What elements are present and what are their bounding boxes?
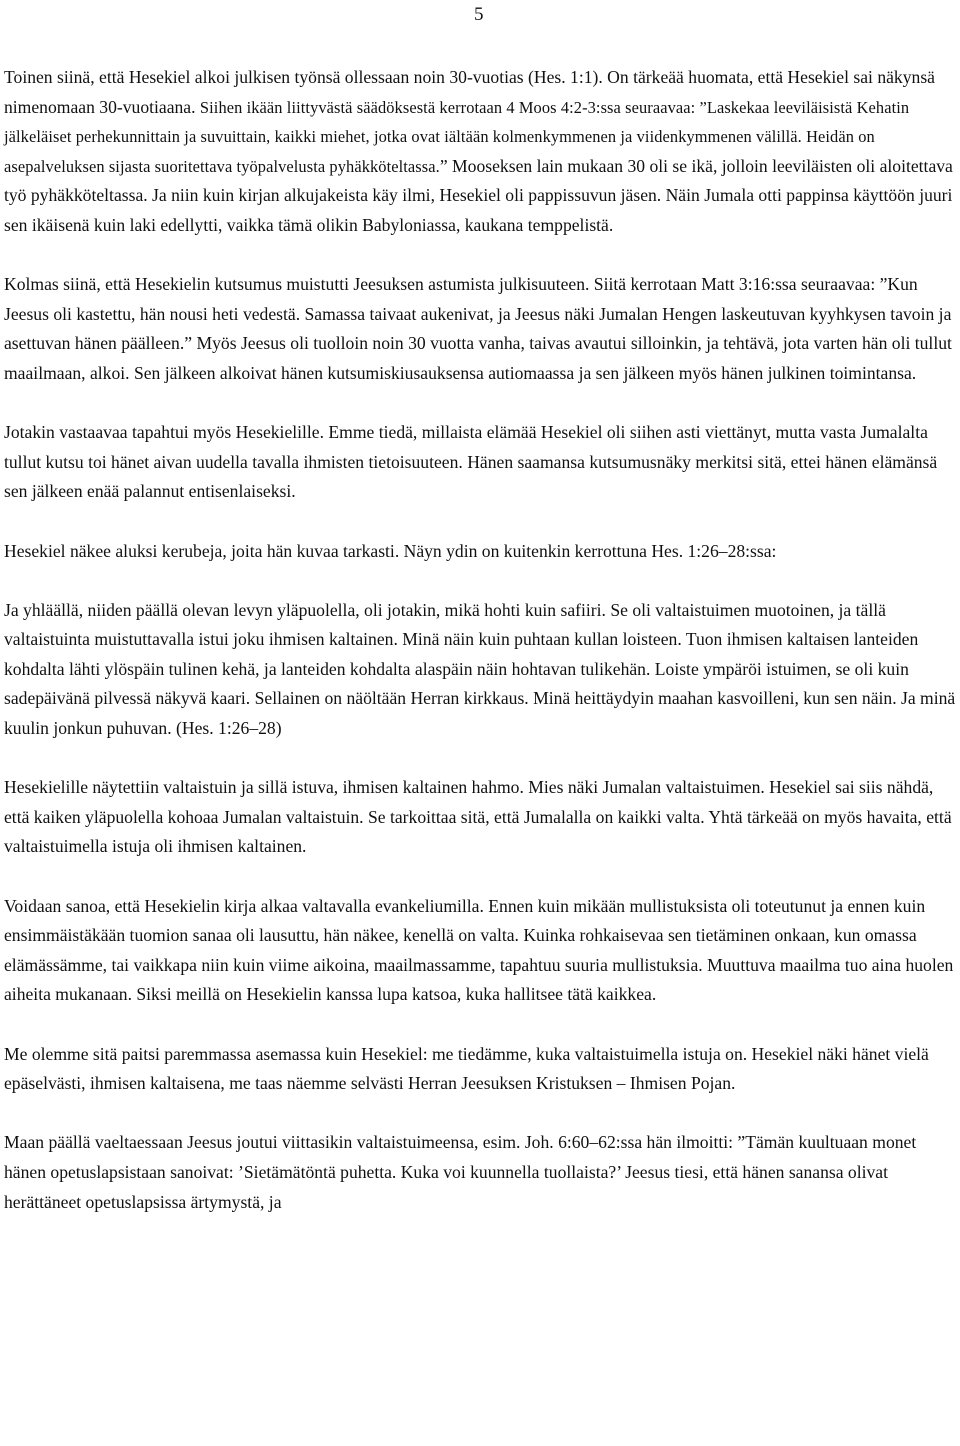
- paragraph-text: Toinen siinä, että Hesekiel alkoi julkisen työnsä ollessaan noin 30-vuotias (Hes. 1:1). On tärkeää huomata, että Hesekiel sai näkynsä nimenomaan 30-vuotiaana.: [4, 67, 935, 117]
- paragraph: [4, 773, 958, 862]
- paragraph-text: Hesekielille näytettiin valtaistuin ja sillä istuva, ihmisen kaltainen hahmo. Mies näki Jumalan valtaistuimen. Hesekiel sai siis nähdä, että kaiken yläpuolella kohoaa Jumalan valtaistuin. Se tarkoittaa sitä, että Jumalalla on kaikki valta. Yhtä tärkeää on myös havaita, että valtaistuimella istuja oli ihmisen kaltainen.: [4, 777, 952, 857]
- paragraph: [4, 63, 958, 241]
- paragraph: [4, 1128, 958, 1217]
- paragraph: [4, 537, 958, 567]
- paragraph-text: ” Mooseksen lain mukaan 30 oli se ikä, jolloin leeviläisten oli aloitettava työ pyhäkköteltassa. Ja niin kuin kirjan alkujakeista käy ilmi, Hesekiel oli pappissuvun jäsen. Näin Jumala otti pappinsa käyttöön juuri sen ikäisenä kuin laki edellytti, vaikka tämä olikin Babyloniassa, kaukana temppelistä.: [4, 155, 953, 235]
- paragraph-text: Hesekiel näkee aluksi kerubeja, joita hän kuvaa tarkasti. Näyn ydin on kuitenkin kerrottuna Hes. 1:26–28:ssa:: [4, 540, 777, 561]
- paragraph-text-quote: Siihen ikään liittyvästä säädöksestä kerrotaan 4 Moos 4:2-3:ssa seuraavaa: ”Laskekaa leeviläisistä Kehatin jälkeläiset perhekunnittain ja suvuittain, kaikki miehet, jotka ovat iältään kolmenkymmenen ja viidenkymmenen välillä. Heidän on asepalveluksen sijasta suoritettava työpalvelusta pyhäkköteltassa.: [4, 97, 910, 176]
- paragraph-text: Ja yhläällä, niiden päällä olevan levyn yläpuolella, oli jotakin, mikä hohti kuin safiiri. Se oli valtaistuimen muotoinen, ja tällä valtaistuinta muistuttavalla istui joku ihmisen kaltainen. Minä näin kuin puhtaan kullan loisteen. Tuon ihmisen kaltaisen lanteiden kohdalta lähti ylöspäin tulinen kehä, ja lanteiden kohdalta alaspäin näin hohtavan tulikehän. Loiste ympäröi istuimen, se oli kuin sadepäivänä pilvessä näkyvä kaari. Sellainen on näöltään Herran kirkkaus. Minä heittäydyin maahan kasvoilleni, kun sen näin. Ja minä kuulin jonkun puhuvan. (Hes. 1:26–28): [4, 599, 956, 739]
- paragraph: [4, 270, 958, 388]
- paragraph: [4, 892, 958, 1010]
- paragraph-text: Kolmas siinä, että Hesekielin kutsumus muistutti Jeesuksen astumista julkisuuteen. Siitä kerrotaan Matt 3:16:ssa seuraavaa: ”Kun Jeesus oli kastettu, hän nousi heti vedestä. Samassa taivaat aukenivat, ja Jeesus näki Jumalan Hengen laskeutuvan kyyhkysen tavoin ja asettuvan hänen päälleen.” Myös Jeesus oli tuolloin noin 30 vuotta vanha, taivas avautui silloinkin, ja tehtävä, jota varten hän oli tullut maailmaan, alkoi. Sen jälkeen alkoivat hänen kutsumiskiusauksensa autiomaassa ja sen jälkeen myös hänen julkinen toimintansa.: [4, 274, 952, 383]
- scripture-quote-paragraph: [4, 596, 958, 744]
- paragraph-text: Me olemme sitä paitsi paremmassa asemassa kuin Hesekiel: me tiedämme, kuka valtaistuimella istuja on. Hesekiel näki hänet vielä epäselvästi, ihmisen kaltaisena, me taas näemme selvästi Herran Jeesuksen Kristuksen – Ihmisen Pojan.: [4, 1043, 929, 1094]
- paragraph-text: Maan päällä vaeltaessaan Jeesus joutui viittasikin valtaistuimeensa, esim. Joh. 6:60–62:ssa hän ilmoitti: ”Tämän kuultuaan monet hänen opetuslapsistaan sanoivat: ’Sietämätöntä puhetta. Kuka voi kuunnella tuollaista?’ Jeesus tiesi, että hänen sanansa olivat herättäneet opetuslapsissa ärtymystä, ja: [4, 1132, 917, 1212]
- document-body: [4, 63, 958, 1247]
- paragraph: [4, 1040, 958, 1099]
- paragraph-text: Jotakin vastaavaa tapahtui myös Hesekielille. Emme tiedä, millaista elämää Hesekiel oli siihen asti viettänyt, mutta vasta Jumalalta tullut kutsu toi hänet aivan uudella tavalla ihmisten tietoisuuteen. Hänen saamansa kutsumusnäky merkitsi sitä, ettei hänen elämänsä sen jälkeen enää palannut entisenlaiseksi.: [4, 422, 938, 502]
- paragraph-text: Voidaan sanoa, että Hesekielin kirja alkaa valtavalla evankeliumilla. Ennen kuin mikään mullistuksista oli toteutunut ja ennen kuin ensimmäistäkään tuomion sanaa oli lausuttu, hän näkee, kenellä on valta. Kuinka rohkaisevaa sen tietäminen onkaan, kun omassa elämässämme, tai vaikkapa niin kuin viime aikoina, maailmassamme, tapahtuu suuria mullistuksia. Muuttuva maailma tuo aina huolen aiheita mukanaan. Siksi meillä on Hesekielin kanssa lupa katsoa, kuka hallitsee tätä kaikkea.: [4, 895, 954, 1005]
- paragraph: [4, 418, 958, 507]
- page-number: 5: [474, 4, 484, 25]
